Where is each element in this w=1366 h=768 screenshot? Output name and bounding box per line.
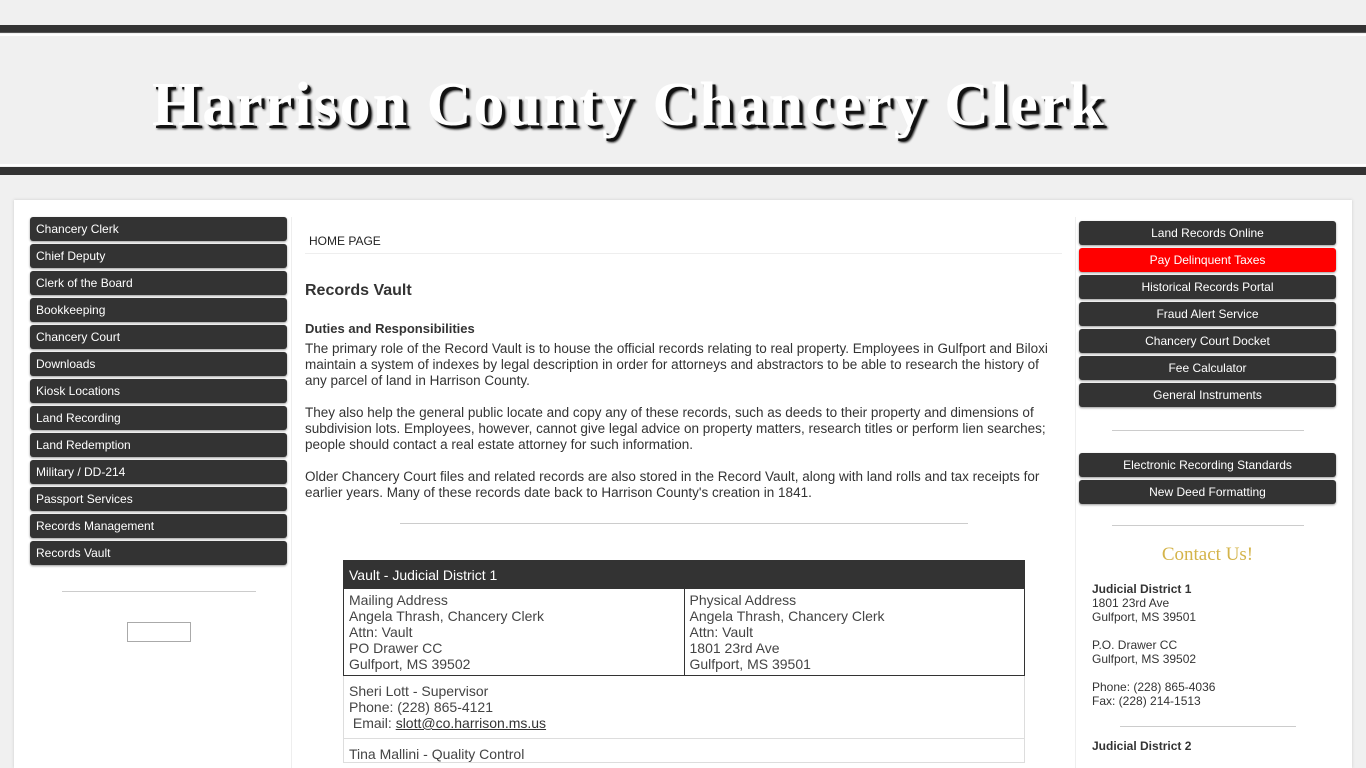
sidebar-item-downloads[interactable]: Downloads [30,352,287,376]
historical-records-portal-button[interactable]: Historical Records Portal [1079,275,1336,299]
paragraph: The primary role of the Record Vault is to house the official records relating to real property. Employees in Gulfport and Biloxi maintain a system of indexes by legal description in order for attorneys and abstractors to be able to research the history of any parcel of land in Harrison County. [305,341,1048,388]
top-bar [0,25,1366,33]
divider [1112,430,1304,431]
qc-name: Tina Mallini - Quality Control [349,746,525,762]
divider [1112,525,1304,526]
paragraph: Older Chancery Court files and related records are also stored in the Record Vault, along with land rolls and tax receipts for earlier years. Many of these records date back to Harrison County's creation in 1841. [305,469,1040,500]
divider [1120,726,1296,727]
sidebar [30,217,287,642]
supervisor-email-link[interactable]: slott@co.harrison.ms.us [395,715,547,731]
po-line: P.O. Drawer CC [1092,638,1178,652]
site-title[interactable]: Harrison County Chancery Clerk [152,71,1106,139]
fax: Fax: (228) 214-1513 [1092,694,1201,708]
vault-table [343,560,1025,763]
sidebar-item-chancery-clerk[interactable]: Chancery Clerk [30,217,287,241]
sidebar-item-chief-deputy[interactable]: Chief Deputy [30,244,287,268]
qc-cell [344,739,1025,763]
address-line: Attn: Vault [689,624,754,640]
fee-calculator-button[interactable]: Fee Calculator [1079,356,1336,380]
table-header: Vault - Judicial District 1 [344,561,1025,589]
sidebar-item-land-recording[interactable]: Land Recording [30,406,287,430]
sidebar-item-land-redemption[interactable]: Land Redemption [30,433,287,457]
divider [62,591,256,592]
supervisor-phone: Phone: (228) 865-4121 [349,699,493,715]
new-deed-formatting-button[interactable]: New Deed Formatting [1079,480,1336,504]
contact-district-1 [1079,582,1336,708]
divider [0,34,1366,36]
address-line: Attn: Vault [349,624,413,640]
address-line: Mailing Address [349,592,448,608]
address-line: Gulfport, MS 39501 [1092,610,1197,624]
breadcrumb[interactable]: HOME PAGE [305,217,1062,254]
address-line: PO Drawer CC [349,640,443,656]
sidebar-item-records-vault[interactable]: Records Vault [30,541,287,565]
mailing-address [344,589,685,676]
sidebar-item-passport-services[interactable]: Passport Services [30,487,287,511]
district-name: Judicial District 2 [1092,739,1192,753]
fraud-alert-service-button[interactable]: Fraud Alert Service [1079,302,1336,326]
email-label: Email: [352,715,396,731]
page-title: Records Vault [305,282,412,299]
address-line: Angela Thrash, Chancery Clerk [689,608,885,624]
section-heading: Duties and Responsibilities [305,321,475,336]
broken-image[interactable] [127,622,191,642]
divider [0,164,1366,166]
address-line: Gulfport, MS 39501 [689,656,811,672]
sidebar-item-bookkeeping[interactable]: Bookkeeping [30,298,287,322]
page-container [14,200,1352,768]
sidebar-item-clerk-of-the-board[interactable]: Clerk of the Board [30,271,287,295]
pay-delinquent-taxes-button[interactable]: Pay Delinquent Taxes [1079,248,1336,272]
sidebar-item-records-management[interactable]: Records Management [30,514,287,538]
right-sidebar [1079,221,1336,753]
address-line: 1801 23rd Ave [689,640,780,656]
district-name: Judicial District 1 [1092,582,1192,596]
paragraph: They also help the general public locate and copy any of these records, such as deeds to their property and dimensions of subdivision lots. Employees, however, cannot give legal advice on property matters, research titles or perform lien searches; people should contact a real estate attorney for such information. [305,405,1046,452]
physical-address [684,589,1025,676]
po-line: Gulfport, MS 39502 [1092,652,1197,666]
sidebar-item-chancery-court[interactable]: Chancery Court [30,325,287,349]
sidebar-item-military-dd-214[interactable]: Military / DD-214 [30,460,287,484]
supervisor-name: Sheri Lott - Supervisor [349,683,489,699]
address-line: Physical Address [689,592,797,608]
main-content [291,217,1076,768]
address-line: Angela Thrash, Chancery Clerk [349,608,545,624]
header-bottom-bar [0,167,1366,175]
general-instruments-button[interactable]: General Instruments [1079,383,1336,407]
supervisor-cell [344,676,1025,739]
divider [400,523,968,524]
chancery-court-docket-button[interactable]: Chancery Court Docket [1079,329,1336,353]
address-line: Gulfport, MS 39502 [349,656,471,672]
land-records-online-button[interactable]: Land Records Online [1079,221,1336,245]
contact-heading: Contact Us! [1161,544,1254,565]
electronic-recording-standards-button[interactable]: Electronic Recording Standards [1079,453,1336,477]
phone: Phone: (228) 865-4036 [1092,680,1216,694]
address-line: 1801 23rd Ave [1092,596,1170,610]
sidebar-item-kiosk-locations[interactable]: Kiosk Locations [30,379,287,403]
